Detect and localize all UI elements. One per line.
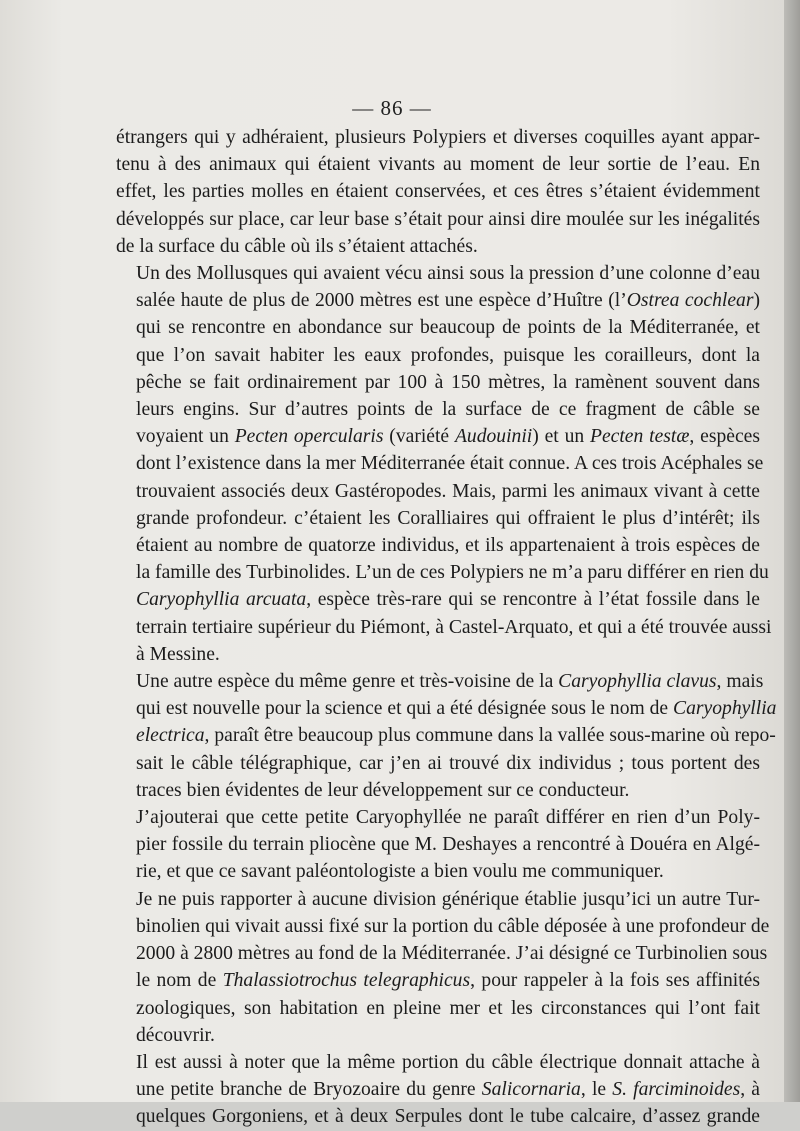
text-line: à Messine. [136,643,220,665]
text-line: le nom de Thalassiotrochus telegraphicus, pour rappeler à la fois ses affinités [136,970,760,992]
text-line: une petite branche de Bryozoaire du genre Salicornaria, le S. farciminoides, à [136,1079,760,1101]
text-line: qui est nouvelle pour la science et qui a été désignée sous le nom de Caryophyllia [136,698,777,720]
text-line: Il est aussi à noter que la même portion du câble électrique donnait attache à [136,1051,760,1073]
text-line: la famille des Turbinolides. L’un de ces Polypiers ne m’a paru différer en rien du [136,562,769,584]
page-edge-shadow [784,0,800,1102]
text-line: pier fossile du terrain pliocène que M. Deshayes a rencontré à Douéra en Algé- [136,834,760,856]
text-line: de la surface du câble où ils s’étaient attachés. [116,235,478,257]
paragraph-2 [116,260,772,668]
text-line: tenu à des animaux qui étaient vivants au moment de leur sortie de l’eau. En [116,154,760,176]
text-line: traces bien évidentes de leur développement sur ce conducteur. [136,779,630,801]
text-line: leurs engins. Sur d’autres points de la surface de ce fragment de câble se [136,399,760,421]
text-line: pêche se fait ordinairement par 100 à 150 mètres, la ramènent souvent dans [136,371,760,393]
text-line: dont l’existence dans la mer Méditerranée était connue. A ces trois Acéphales se [136,453,764,475]
text-line: voyaient un Pecten opercularis (variété Audouinii) et un Pecten testæ, espèces [136,426,760,448]
text-line: trouvaient associés deux Gastéropodes. Mais, parmi les animaux vivant à cette [136,480,760,502]
paragraph-3 [116,668,777,804]
text-line: effet, les parties molles en étaient conservées, et ces êtres s’étaient évidemment [116,181,760,203]
text-line: Une autre espèce du même genre et très-voisine de la Caryophyllia clavus, mais [136,671,764,693]
paragraph-4 [116,804,760,886]
text-line: rie, et que ce savant paléontologiste a bien voulu me communiquer. [136,861,664,883]
text-line: découvrir. [136,1024,215,1046]
text-line: qui se rencontre en abondance sur beaucoup de points de la Méditerranée, et [136,317,760,339]
text-line: 2000 à 2800 mètres au fond de la Méditerranée. J’ai désigné ce Turbinolien sous [136,943,768,965]
body-text [116,124,777,1131]
page-number: — 86 — [352,96,432,120]
text-line: electrica, paraît être beaucoup plus commune dans la vallée sous-marine où repo- [136,725,776,747]
text-line: binolien qui vivait aussi fixé sur la portion du câble déposée à une profondeur de [136,915,770,937]
paragraph-5 [116,886,770,1049]
paragraph-1 [116,124,760,260]
text-line: quelques Gorgoniens, et à deux Serpules dont le tube calcaire, d’assez grande [136,1106,760,1128]
text-line: que l’on savait habiter les eaux profondes, puisque les corailleurs, dont la [136,344,760,366]
text-line: zoologiques, son habitation en pleine mer et les circonstances qui l’ont fait [136,997,760,1019]
paragraph-6 [116,1049,760,1131]
text-line: terrain tertiaire supérieur du Piémont, à Castel-Arquato, et qui a été trouvée aussi [136,616,772,638]
text-line: J’ajouterai que cette petite Caryophyllée ne paraît différer en rien d’un Poly- [136,807,760,829]
text-line: grande profondeur. c’étaient les Coralliaires qui offraient le plus d’intérêt; ils [136,507,760,529]
text-line: salée haute de plus de 2000 mètres est une espèce d’Huître (l’Ostrea cochlear) [136,290,760,312]
text-line: étaient au nombre de quatorze individus, et ils appartenaient à trois espèces de [136,535,760,557]
text-line: Un des Mollusques qui avaient vécu ainsi sous la pression d’une colonne d’eau [136,263,760,285]
text-line: sait le câble télégraphique, car j’en ai trouvé dix individus ; tous portent des [136,752,760,774]
text-line: Je ne puis rapporter à aucune division générique établie jusqu’ici un autre Tur- [136,888,760,910]
text-line: développés sur place, car leur base s’était pour ainsi dire moulée sur les inégalités [116,208,760,230]
text-line: étrangers qui y adhéraient, plusieurs Polypiers et diverses coquilles ayant appar- [116,127,760,148]
text-line: Caryophyllia arcuata, espèce très-rare qui se rencontre à l’état fossile dans le [136,589,761,611]
